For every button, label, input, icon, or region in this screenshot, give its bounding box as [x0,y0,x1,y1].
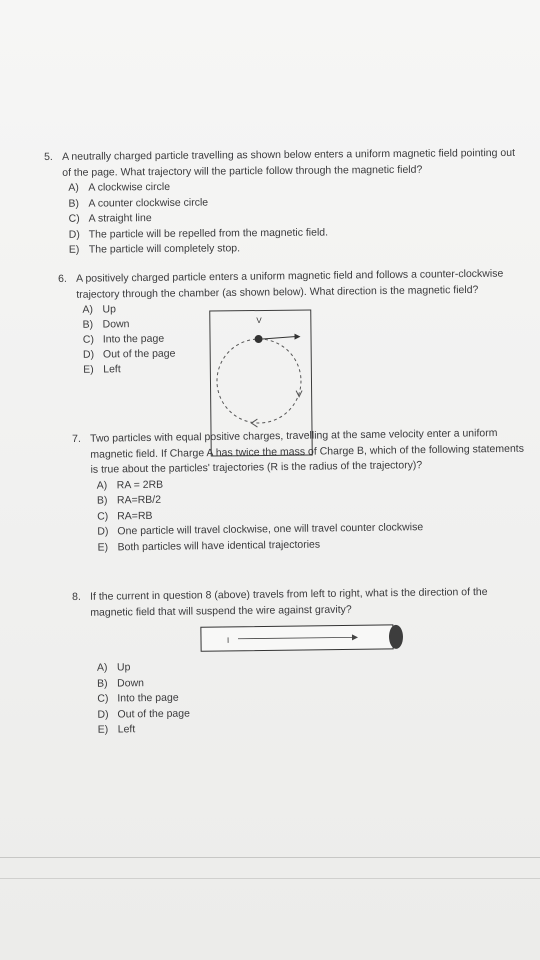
dashed-circular-path [217,339,302,424]
question-number: 7. [72,432,81,445]
option-list [68,177,525,258]
page-divider [0,857,540,858]
option-a: A) Up [82,303,116,316]
option-d: D) Out of the page [97,707,190,721]
velocity-arrow [263,337,295,339]
question-5 [44,146,525,259]
question-number: 5. [44,150,53,163]
option-e: E) Both particles will have identical trajectories [97,538,321,554]
option-d: D) The particle will be repelled from the magnetic field. [68,226,329,241]
option-a: A) Up [96,661,131,674]
option-b: B) Down [97,676,145,690]
option-c: C) Into the page [97,691,179,705]
question-8 [72,584,534,738]
page-divider [0,878,540,879]
option-a: A) RA = 2RB [96,478,164,492]
velocity-arrowhead [294,334,300,340]
velocity-label: V [256,315,262,326]
option-list [97,472,534,556]
option-b: B) A counter clockwise circle [68,196,209,210]
option-d: D) Out of the page [82,347,176,361]
question-7 [72,426,534,556]
question-text: A neutrally charged particle travelling as shown below enters a uniform magnetic field pointing out of the page. What trajectory will the particle follow through the magnetic field? [62,146,516,179]
option-e: E) Left [97,723,136,736]
option-c: C) Into the page [82,332,165,346]
option-b: B) RA=RB/2 [96,493,162,507]
current-wire-diagram [200,621,404,655]
wire-figure [200,621,404,655]
question-number: 8. [72,590,81,603]
option-e: E) Left [83,363,121,376]
question-number: 6. [58,272,67,285]
question-text: Two particles with equal positive charges, travelling at the same velocity enter a uniform magnetic field. If Charge A has twice the mass of Charge B, which of the following statements is true about the particles' trajectories (R is the radius of the trajectory)? [90,427,524,476]
question-text: If the current in question 8 (above) travels from left to right, what is the direction of the magnetic field that will suspend the wire against gravity? [90,585,488,619]
option-a: A) A clockwise circle [68,180,171,194]
option-list [97,655,534,738]
option-e: E) The particle will completely stop. [68,242,241,256]
current-label: I [226,635,230,645]
option-c: C) A straight line [68,212,152,225]
particle-dot [254,335,262,343]
question-text: A positively charged particle enters a uniform magnetic field and follows a counter-clockwise trajectory through the chamber (as shown below). What direction is the magnetic field? [76,267,504,301]
option-b: B) Down [82,318,130,331]
option-d: D) One particle will travel clockwise, one will travel counter clockwise [97,521,424,538]
option-c: C) RA=RB [97,509,153,523]
